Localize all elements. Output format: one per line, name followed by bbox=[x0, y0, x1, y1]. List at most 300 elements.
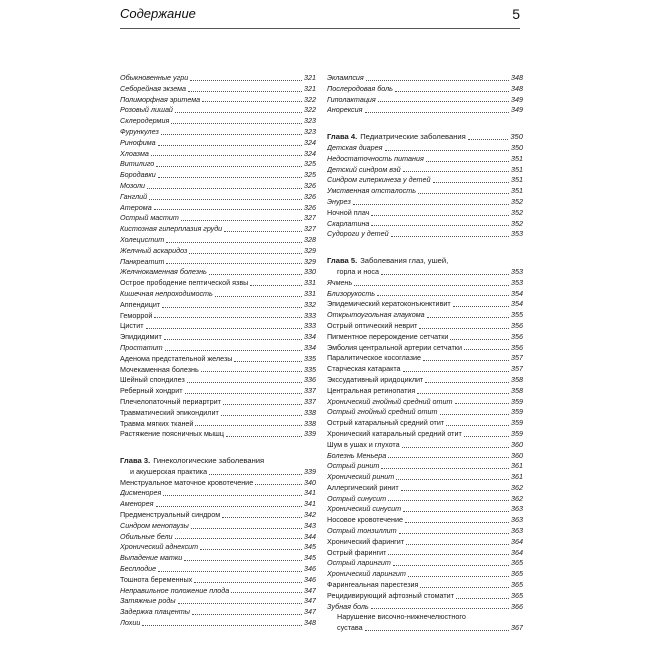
toc-entry-page: 334 bbox=[304, 332, 316, 342]
toc-entry[interactable] bbox=[120, 213, 316, 224]
toc-entry[interactable] bbox=[120, 116, 316, 127]
dot-leader bbox=[234, 361, 302, 362]
toc-entry[interactable] bbox=[120, 224, 316, 235]
toc-entry-title: Гиполактация bbox=[327, 94, 376, 104]
toc-entry-title: Выпадение матки bbox=[120, 553, 183, 563]
toc-entry-title: Фарингеальная парестезия bbox=[327, 580, 419, 590]
toc-entry[interactable] bbox=[327, 526, 523, 537]
toc-entry-page: 351 bbox=[511, 175, 523, 185]
dot-leader bbox=[184, 560, 302, 561]
toc-entry[interactable] bbox=[327, 429, 523, 440]
toc-entry-title: Центральная ретинопатия bbox=[327, 385, 416, 395]
toc-entry-page: 358 bbox=[511, 374, 523, 384]
toc-entry-title: Геморрой bbox=[120, 310, 153, 320]
toc-entry-page: 342 bbox=[304, 510, 316, 520]
toc-entry-title: Послеродовая боль bbox=[327, 83, 393, 93]
toc-entry-page: 353 bbox=[511, 277, 523, 287]
toc-entry[interactable] bbox=[120, 408, 316, 419]
toc-entry[interactable] bbox=[327, 375, 523, 386]
dot-leader bbox=[142, 625, 302, 626]
toc-entry[interactable] bbox=[327, 175, 523, 186]
toc-entry-page: 360 bbox=[511, 450, 523, 460]
chapter-number: Глава 3. bbox=[120, 456, 151, 466]
toc-entry[interactable] bbox=[120, 521, 316, 532]
toc-entry-title: Недостаточность питания bbox=[327, 153, 424, 163]
page-header bbox=[120, 6, 520, 28]
dot-leader bbox=[191, 528, 302, 529]
toc-entry[interactable] bbox=[327, 321, 523, 332]
toc-entry-title: горла и носа bbox=[337, 266, 379, 276]
toc-entry[interactable] bbox=[327, 289, 523, 300]
dot-leader bbox=[464, 349, 509, 350]
dot-leader bbox=[393, 565, 509, 566]
dot-leader bbox=[163, 495, 302, 496]
header-rule bbox=[120, 28, 520, 29]
toc-entry-title: Хронический катаральный средний отит bbox=[327, 428, 462, 438]
toc-entry[interactable] bbox=[120, 95, 316, 106]
toc-entry[interactable] bbox=[327, 229, 523, 240]
toc-entry-page: 363 bbox=[511, 526, 523, 536]
toc-entry[interactable] bbox=[120, 311, 316, 322]
toc-entry[interactable] bbox=[327, 364, 523, 375]
toc-entry[interactable] bbox=[120, 478, 316, 489]
toc-entry-title: Фурункулез bbox=[120, 126, 159, 136]
toc-entry-page: 365 bbox=[511, 590, 523, 600]
dot-leader bbox=[154, 317, 302, 318]
toc-entry[interactable] bbox=[120, 73, 316, 84]
toc-entry-page: 330 bbox=[304, 267, 316, 277]
toc-entry[interactable] bbox=[120, 386, 316, 397]
toc-entry-title: Реберный хондрит bbox=[120, 386, 183, 396]
dot-leader bbox=[365, 112, 510, 113]
toc-entry[interactable] bbox=[327, 197, 523, 208]
toc-entry-title: Педиатрические заболевания bbox=[360, 132, 466, 142]
toc-entry-page: 350 bbox=[511, 142, 523, 152]
toc-entry[interactable] bbox=[120, 84, 316, 95]
toc-entry-page: 350 bbox=[510, 132, 523, 142]
toc-entry[interactable] bbox=[120, 542, 316, 553]
toc-entry[interactable] bbox=[327, 558, 523, 569]
toc-entry[interactable] bbox=[327, 623, 523, 634]
section-gap bbox=[327, 116, 523, 125]
toc-entry[interactable] bbox=[120, 532, 316, 543]
toc-entry[interactable] bbox=[327, 451, 523, 462]
toc-entry-title: Задержка плаценты bbox=[120, 607, 190, 617]
toc-entry-page: 351 bbox=[511, 164, 523, 174]
toc-entry[interactable] bbox=[327, 267, 523, 278]
toc-entry[interactable] bbox=[120, 300, 316, 311]
toc-entry[interactable] bbox=[120, 159, 316, 170]
toc-entry-page: 321 bbox=[304, 73, 316, 82]
toc-entry[interactable] bbox=[120, 397, 316, 408]
dot-leader bbox=[175, 538, 302, 539]
toc-entry-title: Близорукость bbox=[327, 288, 376, 298]
dot-leader bbox=[420, 587, 509, 588]
dot-leader bbox=[366, 80, 509, 81]
dot-leader bbox=[381, 468, 509, 469]
dot-leader bbox=[388, 457, 509, 458]
toc-entry-page: 341 bbox=[304, 488, 316, 498]
toc-entry[interactable] bbox=[120, 321, 316, 332]
toc-entry[interactable] bbox=[327, 165, 523, 176]
toc-entry[interactable] bbox=[120, 181, 316, 192]
toc-entry[interactable] bbox=[120, 488, 316, 499]
toc-entry[interactable] bbox=[120, 257, 316, 268]
dot-leader bbox=[455, 403, 510, 404]
toc-entry-title: Витилиго bbox=[120, 159, 155, 169]
toc-entry[interactable] bbox=[327, 310, 523, 321]
dot-leader bbox=[378, 101, 509, 102]
dot-leader bbox=[388, 554, 509, 555]
toc-entry-title: Желчный аскаридоз bbox=[120, 245, 188, 255]
toc-entry-title: Хронический аднексит bbox=[120, 542, 199, 552]
toc-entry[interactable] bbox=[120, 138, 316, 149]
toc-entry[interactable] bbox=[120, 235, 316, 246]
dot-leader bbox=[396, 479, 509, 480]
toc-entry-title: Кистозная гиперплазия груди bbox=[120, 224, 223, 234]
toc-entry-title: Анорексия bbox=[327, 105, 363, 115]
dot-leader bbox=[181, 220, 302, 221]
toc-entry-title: Хронический ринит bbox=[327, 472, 395, 482]
toc-entry-page: 328 bbox=[304, 234, 316, 244]
toc-entry[interactable] bbox=[327, 602, 523, 613]
toc-entry-title: и акушерская практика bbox=[130, 466, 208, 476]
dot-leader bbox=[147, 188, 302, 189]
toc-entry-title: Пигментное перерождение сетчатки bbox=[327, 331, 449, 341]
toc-entry[interactable] bbox=[327, 494, 523, 505]
toc-right-column bbox=[327, 73, 523, 634]
dot-leader bbox=[419, 328, 509, 329]
dot-leader bbox=[171, 123, 302, 124]
toc-entry-title: Атерома bbox=[120, 202, 152, 212]
dot-leader bbox=[446, 425, 509, 426]
toc-entry-title: Хлоазма bbox=[120, 148, 149, 158]
dot-leader bbox=[388, 500, 509, 501]
toc-entry[interactable] bbox=[327, 95, 523, 106]
toc-entry-page: 326 bbox=[304, 202, 316, 212]
toc-entry[interactable] bbox=[120, 365, 316, 376]
toc-entry[interactable] bbox=[120, 127, 316, 138]
toc-entry-title: Простатит bbox=[120, 342, 163, 352]
toc-entry-title: Полиморфная эритема bbox=[120, 94, 201, 104]
dot-leader bbox=[149, 199, 302, 200]
toc-entry-page: 349 bbox=[511, 94, 523, 104]
toc-entry[interactable] bbox=[120, 575, 316, 586]
toc-entry[interactable] bbox=[327, 515, 523, 526]
dot-leader bbox=[395, 91, 509, 92]
toc-entry[interactable] bbox=[327, 299, 523, 310]
toc-entry-title: Острый фарингит bbox=[327, 547, 387, 557]
toc-entry-page: 335 bbox=[304, 364, 316, 374]
toc-entry-page: 357 bbox=[511, 364, 523, 374]
toc-entry-page: 348 bbox=[304, 618, 316, 628]
toc-entry[interactable] bbox=[327, 386, 523, 397]
toc-entry[interactable] bbox=[327, 105, 523, 116]
toc-entry[interactable] bbox=[120, 510, 316, 521]
toc-entry-title: Хронический ларингит bbox=[327, 569, 406, 579]
dot-leader bbox=[158, 571, 302, 572]
toc-entry-page: 346 bbox=[304, 574, 316, 584]
toc-entry-page: 346 bbox=[304, 564, 316, 574]
toc-entry[interactable] bbox=[327, 418, 523, 429]
toc-entry[interactable] bbox=[120, 375, 316, 386]
toc-entry[interactable] bbox=[327, 548, 523, 559]
toc-entry[interactable] bbox=[327, 537, 523, 548]
toc-entry-title: Плечелопаточный периартрит bbox=[120, 396, 221, 406]
toc-entry[interactable] bbox=[120, 499, 316, 510]
dot-leader bbox=[403, 511, 509, 512]
dot-leader bbox=[222, 517, 302, 518]
toc-entry-page: 356 bbox=[511, 331, 523, 341]
toc-entry-title: Острый гнойный средний отит bbox=[327, 407, 438, 417]
dot-leader bbox=[165, 350, 302, 351]
toc-entry[interactable] bbox=[120, 419, 316, 430]
toc-entry-title: Острый мастит bbox=[120, 213, 179, 223]
toc-entry[interactable] bbox=[327, 580, 523, 591]
toc-entry-page: 343 bbox=[304, 520, 316, 530]
dot-leader bbox=[405, 522, 509, 523]
toc-entry[interactable] bbox=[120, 267, 316, 278]
toc-entry-title: Бородавки bbox=[120, 170, 156, 180]
toc-entry[interactable] bbox=[327, 208, 523, 219]
toc-entry[interactable] bbox=[327, 483, 523, 494]
toc-entry-page: 336 bbox=[304, 375, 316, 385]
toc-entry-title: Затяжные роды bbox=[120, 596, 176, 606]
toc-entry-title: Неправильное положение плода bbox=[120, 585, 230, 595]
toc-entry-page: 364 bbox=[511, 547, 523, 557]
toc-entry-title: Носовое кровотечение bbox=[327, 515, 403, 525]
toc-entry-title: Умственная отсталость bbox=[327, 186, 417, 196]
toc-entry[interactable] bbox=[120, 203, 316, 214]
dot-leader bbox=[402, 447, 509, 448]
toc-entry[interactable] bbox=[120, 105, 316, 116]
dot-leader bbox=[202, 101, 302, 102]
toc-entry-page: 339 bbox=[304, 429, 316, 439]
toc-chapter-heading[interactable] bbox=[327, 256, 523, 267]
dot-leader bbox=[175, 112, 302, 113]
toc-entry-page: 353 bbox=[511, 266, 523, 276]
toc-entry-page: 363 bbox=[511, 504, 523, 514]
dot-leader bbox=[158, 177, 302, 178]
toc-entry-page: 333 bbox=[304, 321, 316, 331]
toc-entry-title: Аллергический ринит bbox=[327, 482, 399, 492]
dot-leader bbox=[426, 161, 509, 162]
toc-entry[interactable] bbox=[327, 461, 523, 472]
dot-leader bbox=[250, 285, 302, 286]
toc-entry-page: 359 bbox=[511, 428, 523, 438]
toc-entry-title: Экссудативный иридоциклит bbox=[327, 374, 424, 384]
toc-entry[interactable] bbox=[120, 149, 316, 160]
toc-entry-page: 340 bbox=[304, 477, 316, 487]
toc-entry[interactable] bbox=[327, 407, 523, 418]
toc-entry[interactable] bbox=[327, 154, 523, 165]
section-gap bbox=[327, 240, 523, 249]
toc-entry-page: 351 bbox=[511, 186, 523, 196]
toc-entry[interactable] bbox=[120, 278, 316, 289]
dot-leader bbox=[156, 506, 302, 507]
toc-entry[interactable] bbox=[327, 612, 523, 623]
dot-leader bbox=[188, 91, 302, 92]
dot-leader bbox=[423, 360, 509, 361]
toc-entry-page: 355 bbox=[511, 310, 523, 320]
toc-entry-page: 367 bbox=[511, 623, 523, 633]
toc-entry-page: 329 bbox=[304, 256, 316, 266]
dot-leader bbox=[453, 306, 509, 307]
dot-leader bbox=[164, 339, 302, 340]
toc-entry-page: 329 bbox=[304, 245, 316, 255]
dot-leader bbox=[450, 339, 509, 340]
dot-leader bbox=[371, 215, 509, 216]
toc-entry[interactable] bbox=[327, 591, 523, 602]
toc-entry-page: 333 bbox=[304, 310, 316, 320]
toc-entry-page: 345 bbox=[304, 553, 316, 563]
toc-entry-title: Склеродермия bbox=[120, 116, 170, 126]
toc-entry-page: 335 bbox=[304, 353, 316, 363]
toc-entry-page: 356 bbox=[511, 342, 523, 352]
toc-entry-title: Мочекаменная болезнь bbox=[120, 364, 199, 374]
dot-leader bbox=[401, 490, 509, 491]
toc-entry[interactable] bbox=[327, 397, 523, 408]
dot-leader bbox=[209, 474, 302, 475]
toc-entry[interactable] bbox=[120, 343, 316, 354]
toc-entry-title: Старческая катаракта bbox=[327, 364, 401, 374]
toc-entry[interactable] bbox=[120, 618, 316, 629]
toc-entry[interactable] bbox=[120, 192, 316, 203]
dot-leader bbox=[425, 382, 509, 383]
toc-entry-title: Синдром гиперкинеза у детей bbox=[327, 175, 431, 185]
toc-entry-title: Цистит bbox=[120, 321, 144, 331]
dot-leader bbox=[146, 328, 302, 329]
toc-entry[interactable] bbox=[327, 569, 523, 580]
toc-entry-title: Зубная боль bbox=[327, 601, 369, 611]
toc-entry-title: Обильные бели bbox=[120, 531, 173, 541]
toc-entry-title: Заболевания глаз, ушей, bbox=[360, 256, 449, 266]
toc-entry-page: 352 bbox=[511, 218, 523, 228]
toc-entry[interactable] bbox=[120, 586, 316, 597]
toc-entry-title: Бесплодие bbox=[120, 564, 157, 574]
dot-leader bbox=[189, 253, 302, 254]
toc-entry[interactable] bbox=[327, 278, 523, 289]
dot-leader bbox=[166, 242, 302, 243]
chapter-number: Глава 4. bbox=[327, 132, 358, 142]
toc-entry-page: 347 bbox=[304, 585, 316, 595]
dot-leader bbox=[209, 274, 302, 275]
toc-entry-page: 357 bbox=[511, 353, 523, 363]
toc-entry-page: 332 bbox=[304, 299, 316, 309]
toc-entry[interactable] bbox=[120, 354, 316, 365]
toc-entry-page: 352 bbox=[511, 207, 523, 217]
dot-leader bbox=[231, 592, 302, 593]
toc-entry-title: Болезнь Меньера bbox=[327, 450, 387, 460]
toc-entry[interactable] bbox=[327, 332, 523, 343]
running-title: Содержание bbox=[120, 6, 196, 21]
dot-leader bbox=[185, 393, 302, 394]
toc-entry[interactable] bbox=[327, 504, 523, 515]
toc-entry-title: Ганглий bbox=[120, 191, 148, 201]
toc-entry[interactable] bbox=[327, 353, 523, 364]
dot-leader bbox=[215, 296, 302, 297]
toc-entry-page: 353 bbox=[511, 229, 523, 239]
dot-leader bbox=[464, 436, 509, 437]
toc-entry-title: Паралитическое косоглазие bbox=[327, 353, 422, 363]
toc-entry[interactable] bbox=[120, 246, 316, 257]
toc-entry-title: Детский синдром вэй bbox=[327, 164, 401, 174]
toc-entry-page: 331 bbox=[304, 278, 316, 288]
toc-entry-page: 359 bbox=[511, 396, 523, 406]
toc-entry[interactable] bbox=[120, 553, 316, 564]
toc-entry-title: Себорейная экзема bbox=[120, 83, 187, 93]
toc-entry[interactable] bbox=[120, 429, 316, 440]
toc-entry[interactable] bbox=[327, 343, 523, 354]
toc-entry-title: Аппендицит bbox=[120, 299, 161, 309]
toc-entry-page: 358 bbox=[511, 385, 523, 395]
toc-entry[interactable] bbox=[120, 467, 316, 478]
toc-entry-page: 359 bbox=[511, 418, 523, 428]
toc-entry-page: 362 bbox=[511, 482, 523, 492]
dot-leader bbox=[371, 608, 509, 609]
toc-entry-page: 322 bbox=[304, 105, 316, 115]
toc-entry[interactable] bbox=[120, 607, 316, 618]
toc-entry[interactable] bbox=[327, 143, 523, 154]
dot-leader bbox=[385, 150, 509, 151]
toc-entry-title: Детская диарея bbox=[327, 142, 383, 152]
toc-entry-title: Острый тонзиллит bbox=[327, 526, 397, 536]
toc-entry[interactable] bbox=[327, 84, 523, 95]
toc-entry[interactable] bbox=[327, 440, 523, 451]
toc-entry-title: Травма мягких тканей bbox=[120, 418, 194, 428]
toc-entry-page: 327 bbox=[304, 213, 316, 223]
toc-entry-title: Энурез bbox=[327, 196, 351, 206]
toc-entry[interactable] bbox=[120, 332, 316, 343]
toc-entry-page: 324 bbox=[304, 148, 316, 158]
toc-entry-title: Лохии bbox=[120, 618, 141, 628]
dot-leader bbox=[224, 231, 302, 232]
toc-entry-page: 348 bbox=[511, 83, 523, 93]
toc-entry-page: 366 bbox=[511, 601, 523, 611]
dot-leader bbox=[190, 80, 302, 81]
toc-entry[interactable] bbox=[120, 596, 316, 607]
toc-entry[interactable] bbox=[327, 73, 523, 84]
toc-entry-page: 347 bbox=[304, 607, 316, 617]
dot-leader bbox=[440, 414, 509, 415]
toc-entry-title: Панкреатит bbox=[120, 256, 165, 266]
toc-entry-title: Острый ларингит bbox=[327, 558, 391, 568]
toc-entry-page: 344 bbox=[304, 531, 316, 541]
dot-leader bbox=[427, 317, 509, 318]
toc-entry-page: 364 bbox=[511, 536, 523, 546]
toc-entry-title: Хронический гнойный средний отит bbox=[327, 396, 453, 406]
toc-entry-title: Острый оптический неврит bbox=[327, 320, 418, 330]
toc-entry[interactable] bbox=[120, 564, 316, 575]
toc-entry[interactable] bbox=[327, 219, 523, 230]
toc-entry[interactable] bbox=[327, 472, 523, 483]
dot-leader bbox=[158, 145, 302, 146]
toc-entry-title: Нарушение височно-нижнечелюстного bbox=[337, 612, 466, 622]
toc-entry[interactable] bbox=[120, 289, 316, 300]
toc-entry-page: 327 bbox=[304, 224, 316, 234]
toc-chapter-heading[interactable] bbox=[120, 456, 316, 467]
toc-entry-page: 325 bbox=[304, 170, 316, 180]
toc-entry[interactable] bbox=[327, 186, 523, 197]
toc-entry-title: Аденома предстательной железы bbox=[120, 353, 233, 363]
toc-entry[interactable] bbox=[120, 170, 316, 181]
dot-leader bbox=[353, 204, 509, 205]
toc-entry-page: 352 bbox=[511, 196, 523, 206]
toc-chapter-heading[interactable] bbox=[327, 132, 523, 143]
toc-entry-page: 339 bbox=[304, 466, 316, 476]
dot-leader bbox=[418, 193, 509, 194]
toc-entry-page: 322 bbox=[304, 94, 316, 104]
